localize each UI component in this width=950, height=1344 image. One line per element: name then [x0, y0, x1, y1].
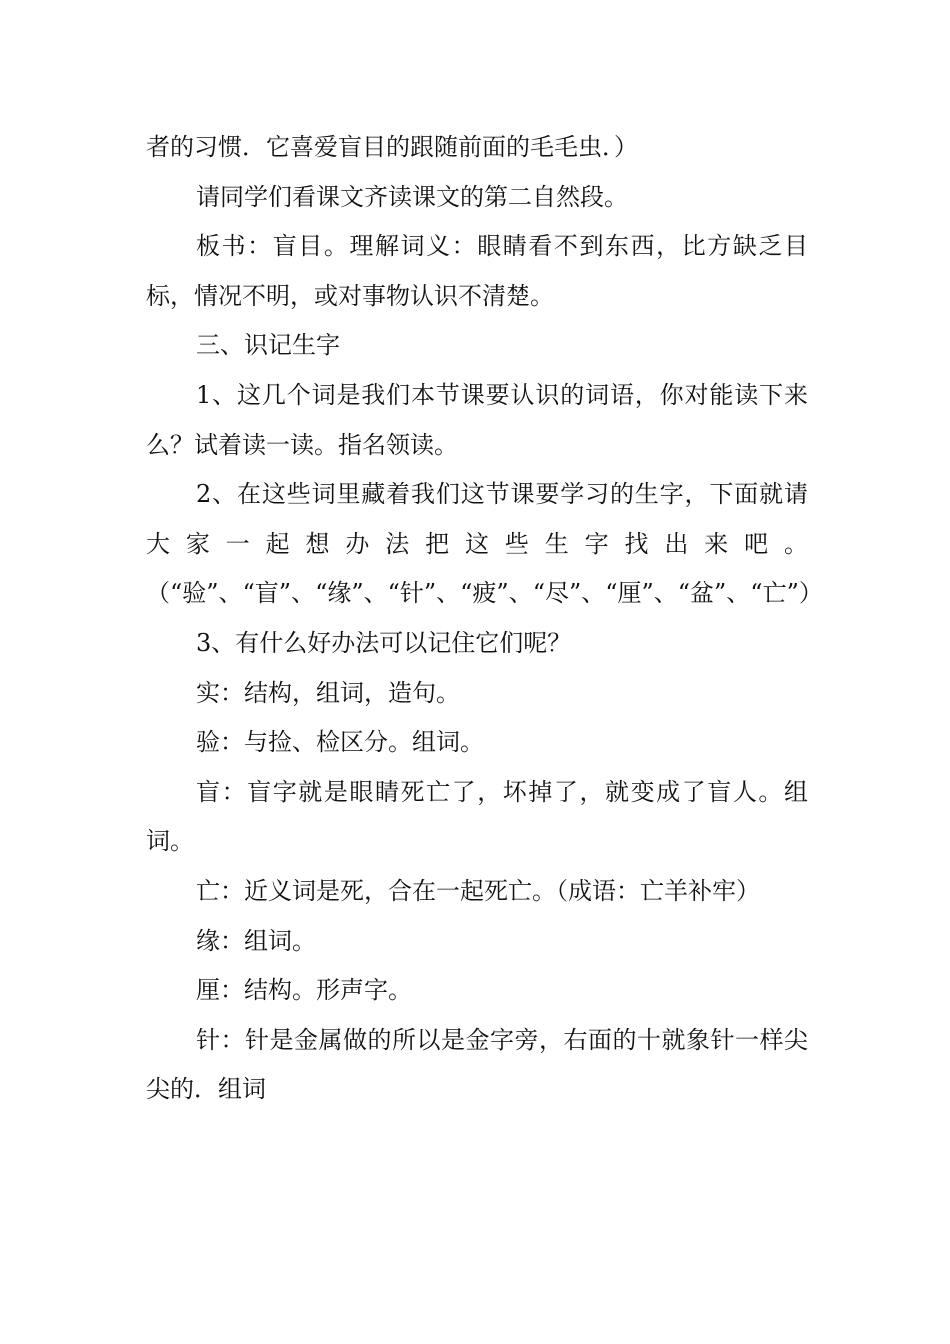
character-note-li: 厘：结构。形声字。: [196, 976, 412, 1005]
character-note-zhen: 针：针是金属做的所以是金字旁，右面的十就象针一样尖尖的．组词: [146, 1025, 808, 1104]
section-heading-learn-characters: 三、识记生字: [196, 331, 340, 360]
character-note-shi: 实：结构，组词，造句。: [196, 678, 460, 707]
paragraph-continuation: 者的习惯．它喜爱盲目的跟随前面的毛毛虫．）: [146, 133, 638, 161]
character-note-mang: 盲：盲字就是眼睛死亡了，坏掉了，就变成了盲人。组词。: [146, 777, 808, 856]
step-1-read-words: 1、这几个词是我们本节课要认识的词语，你对能读下来么？试着读一读。指名领读。: [146, 380, 808, 459]
document-body: [146, 123, 823, 1115]
character-note-wang: 亡：近义词是死，合在一起死亡。（成语：亡羊补牢）: [196, 876, 760, 905]
paragraph-read-aloud-instruction: 请同学们看课文齐读课文的第二自然段。: [196, 182, 628, 211]
step-3-memorize-methods: 3、有什么好办法可以记住它们呢？: [196, 628, 572, 657]
character-note-yuan: 缘：组词。: [196, 926, 316, 955]
step-2-find-characters: 2、在这些词里藏着我们这节课要学习的生字，下面就请大家一起想办法把这些生字找出来吧。（“验”、“盲”、“缘”、“针”、“疲”、“尽”、“厘”、“盆”、“亡”）: [146, 480, 823, 608]
paragraph-blackboard-word: 板书：盲目。理解词义：眼睛看不到东西，比方缺乏目标，情况不明，或对事物认识不清楚。: [146, 232, 808, 310]
character-note-yan: 验：与捡、检区分。组词。: [196, 728, 484, 757]
